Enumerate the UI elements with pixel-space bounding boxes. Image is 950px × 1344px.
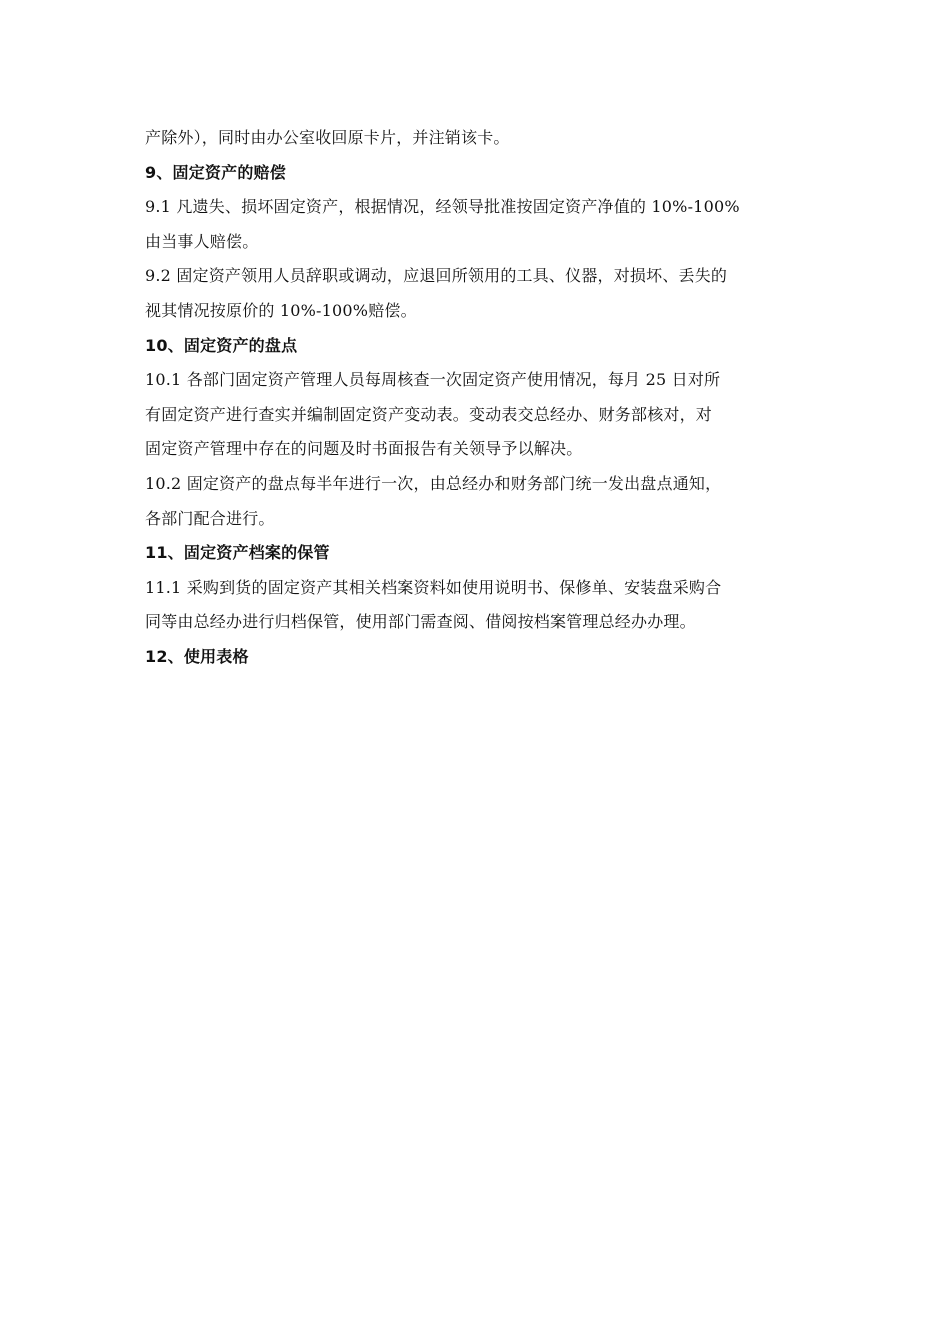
paragraph-line: 视其情况按原价的 10%-100%赔偿。 <box>145 300 417 320</box>
paragraph-line: 有固定资产进行查实并编制固定资产变动表。变动表交总经办、财务部核对，对 <box>145 404 713 424</box>
document-body <box>145 121 810 675</box>
section-heading-10: 10、固定资产的盘点 <box>145 335 298 355</box>
section-heading-12: 12、使用表格 <box>145 646 249 666</box>
paragraph-line: 同等由总经办进行归档保管，使用部门需查阅、借阅按档案管理总经办办理。 <box>145 612 696 632</box>
paragraph-line: 固定资产管理中存在的问题及时书面报告有关领导予以解决。 <box>145 439 583 459</box>
paragraph-line: 9.1 凡遗失、损坏固定资产，根据情况，经领导批准按固定资产净值的 10%-100% <box>145 197 740 217</box>
paragraph-line: 产除外），同时由办公室收回原卡片，并注销该卡。 <box>145 128 510 147</box>
paragraph-line: 由当事人赔偿。 <box>145 231 259 251</box>
paragraph-line: 10.1 各部门固定资产管理人员每周核查一次固定资产使用情况，每月 25 日对所 <box>145 370 721 390</box>
paragraph-line: 9.2 固定资产领用人员辞职或调动，应退回所领用的工具、仪器，对损坏、丢失的 <box>145 266 728 286</box>
paragraph-line: 各部门配合进行。 <box>145 508 275 528</box>
section-heading-11: 11、固定资产档案的保管 <box>145 543 330 563</box>
paragraph-line: 10.2 固定资产的盘点每半年进行一次，由总经办和财务部门统一发出盘点通知， <box>145 473 722 493</box>
section-heading-9: 9、固定资产的赔偿 <box>145 162 286 182</box>
paragraph-line: 11.1 采购到货的固定资产其相关档案资料如使用说明书、保修单、安装盘采购合 <box>145 577 722 597</box>
